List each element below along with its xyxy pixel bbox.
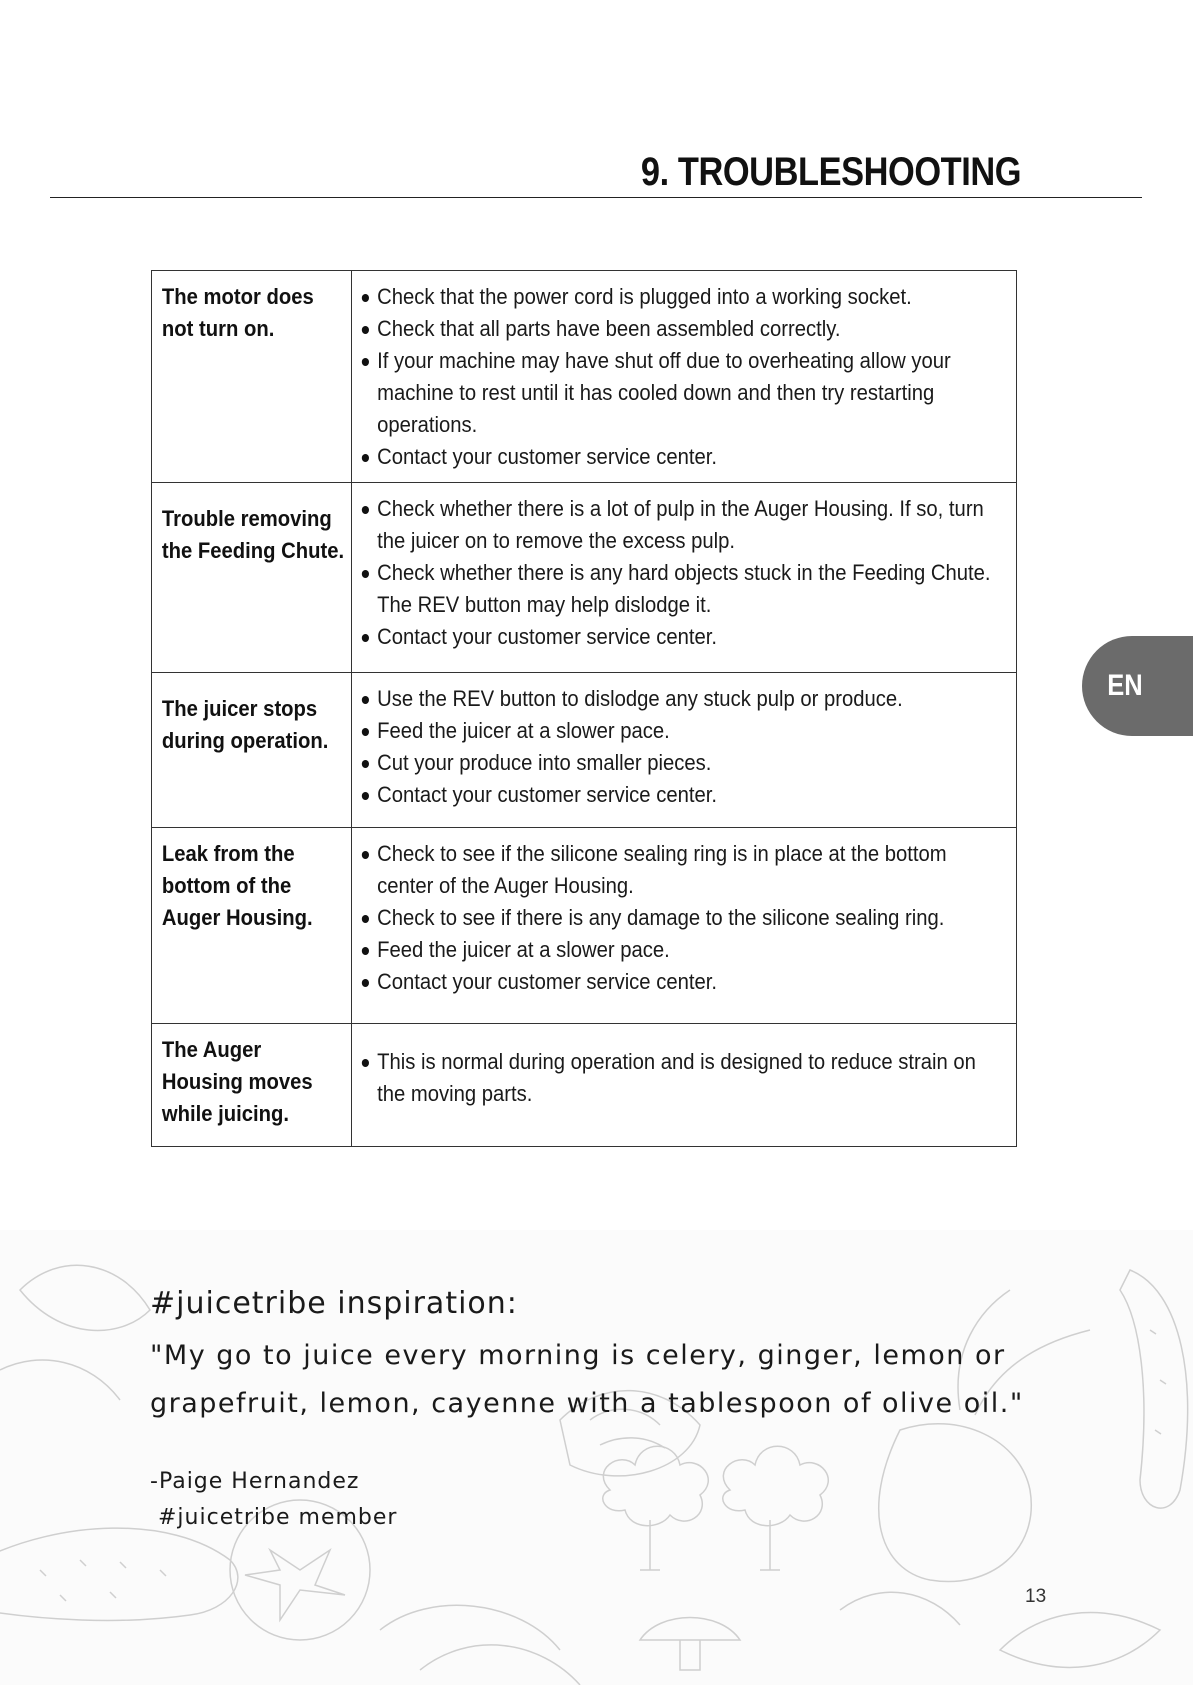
solution-item: Check whether there is a lot of pulp in the Auger Housing. If so, turn the juicer on to remove the excess pulp.	[360, 493, 998, 557]
problem-cell	[152, 828, 352, 1024]
problem-text: The Auger Housing moves while juicing.	[161, 1037, 313, 1126]
quote-text: "My go to juice every morning is celery, ginger, lemon or grapefruit, lemon, cayenne with a tablespoon of olive oil."	[150, 1340, 1024, 1419]
solution-item: Check that all parts have been assembled correctly.	[360, 313, 998, 345]
solution-item: Check whether there is any hard objects stuck in the Feeding Chute. The REV button may help dislodge it.	[360, 557, 998, 621]
solution-cell	[352, 1024, 1017, 1147]
solution-item: Contact your customer service center.	[360, 779, 998, 811]
solution-item: Contact your customer service center.	[360, 621, 998, 653]
problem-cell	[152, 673, 352, 828]
solution-cell	[352, 483, 1017, 673]
solution-item: Check that the power cord is plugged into a working socket.	[360, 281, 998, 313]
table-row	[152, 1024, 1017, 1147]
quote-author: -Paige Hernandez	[150, 1469, 360, 1494]
solution-cell	[352, 828, 1017, 1024]
table-row	[152, 483, 1017, 673]
solution-list	[352, 1024, 1016, 1110]
problem-cell	[152, 271, 352, 483]
solution-item: Feed the juicer at a slower pace.	[360, 934, 998, 966]
inspiration-quote	[150, 1280, 1050, 1536]
problem-cell	[152, 483, 352, 673]
troubleshooting-table	[151, 270, 1017, 1147]
solution-cell	[352, 673, 1017, 828]
solution-item: Use the REV button to dislodge any stuck pulp or produce.	[360, 683, 998, 715]
page-number: 13	[1025, 1586, 1047, 1607]
table-row	[152, 828, 1017, 1024]
solution-list	[352, 271, 1016, 473]
problem-text: The motor does not turn on.	[161, 284, 314, 341]
title-divider	[50, 197, 1142, 198]
table-row	[152, 673, 1017, 828]
quote-member-label: #juicetribe member	[158, 1505, 398, 1530]
language-tab	[1082, 636, 1193, 736]
problem-text: Leak from the bottom of the Auger Housing.	[161, 841, 313, 930]
solution-list	[352, 828, 1016, 998]
problem-text: The juicer stops during operation.	[161, 696, 329, 753]
solution-item: Check to see if there is any damage to the silicone sealing ring.	[360, 902, 998, 934]
quote-heading: #juicetribe inspiration:	[150, 1286, 518, 1321]
solution-cell	[352, 271, 1017, 483]
solution-item: If your machine may have shut off due to overheating allow your machine to rest until it has cooled down and then try restarting operations.	[360, 345, 998, 441]
language-tab-label: EN	[1107, 669, 1143, 702]
solution-item: Contact your customer service center.	[360, 966, 998, 998]
problem-cell	[152, 1024, 352, 1147]
solution-item: Cut your produce into smaller pieces.	[360, 747, 998, 779]
solution-item: This is normal during operation and is designed to reduce strain on the moving parts.	[360, 1046, 998, 1110]
solution-list	[352, 673, 1016, 811]
solution-item: Check to see if the silicone sealing ring is in place at the bottom center of the Auger Housing.	[360, 838, 998, 902]
solution-item: Contact your customer service center.	[360, 441, 998, 473]
problem-text: Trouble removing the Feeding Chute.	[161, 506, 345, 563]
section-title: 9. TROUBLESHOOTING	[640, 150, 1021, 194]
table-row	[152, 271, 1017, 483]
solution-list	[352, 483, 1016, 653]
solution-item: Feed the juicer at a slower pace.	[360, 715, 998, 747]
